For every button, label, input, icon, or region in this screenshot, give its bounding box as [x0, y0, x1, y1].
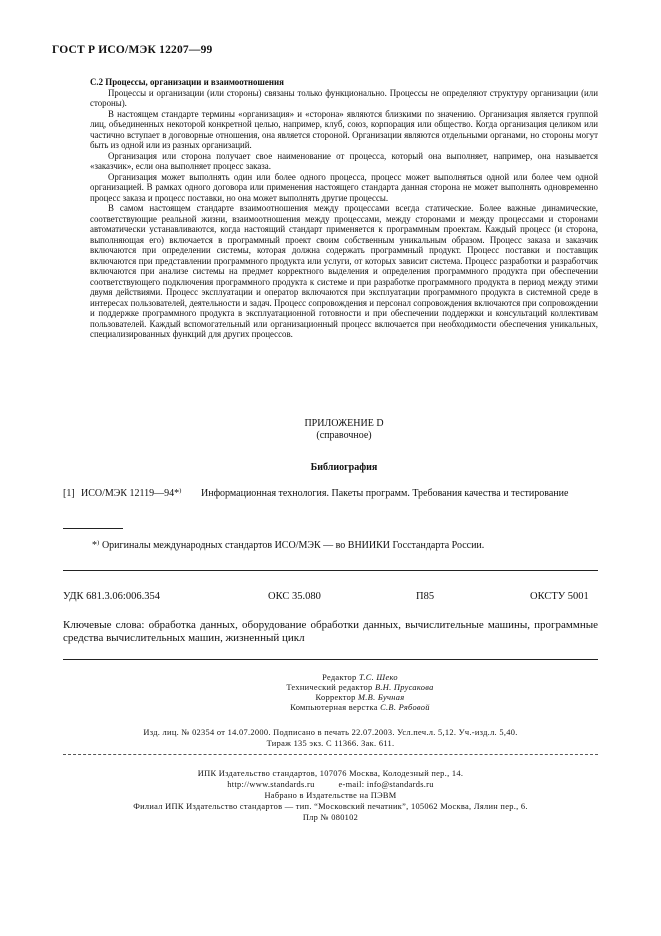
imprint-line: Набрано в Издательстве на ПЭВМ	[264, 791, 397, 800]
divider-top	[63, 570, 598, 571]
section-paragraph: Организация может выполнять один или более одного процесса, процесс может выполняться одной или более чем одной организацией. В рамках одного договора или применения настоящего стандарта данная сторона не может выполнять одновременно процесс заказа и процесс поставки, но она может выполнять другие процессы.	[90, 171, 598, 203]
section-paragraph: Организация или сторона получает свое наименование от процесса, который она выполняет, например, она называется «заказчик», если она выполняет процесс заказа.	[90, 150, 598, 171]
imprint-line: http://www.standards.ru e-mail: info@standards.ru	[227, 780, 434, 789]
imprint-line: Филиал ИПК Издательство стандартов — тип. “Московский печатник”, 105062 Москва, Лялин пер., 6.	[133, 802, 528, 811]
credit-name: В.Н. Прусакова	[374, 683, 434, 692]
credit-line	[150, 693, 570, 703]
section-paragraph: В самом настоящем стандарте взаимоотношения между процессами всегда статические. Более важные динамические, соответствующие реальной жизни, взаимоотношения между процессами, между сторонами и между процессами и сторонами автоматически устанавливаются, когда настоящий стандарт применяется к программным проектам. Каждый процесс (и сторона, выполняющая его) включается в программный проект своим собственным уникальным образом. Процесс заказа и заказчик включаются при определении системы, которая должна содержать программный продукт. Процесс поставки и поставщик включаются при представлении программного продукта или услуги, от которых зависит система. Процесс разработки и разработчик включаются при анализе системы на предмет корректного выделения и определения программного продукта при обеспечении соответствующего подключения программного продукта к системе и при разработке программного продукта в период между этими двумя действиями. Процесс эксплуатации и оператор включаются при эксплуатации программного продукта в системной среде в интересах пользователей, деятельности и задач. Процесс сопровождения и персонал сопровождения включаются при сопровождении и поддержке программного продукта в эксплуатационной готовности и при обеспечении поддержки и консультаций коллективам пользователей. Каждый вспомогательный или организационный процесс включается при необходимости обеспечения уникальных, специализированных функций для других процессов.	[90, 203, 598, 339]
appendix-title: ПРИЛОЖЕНИЕ D	[304, 418, 384, 429]
document-header: ГОСТ Р ИСО/МЭК 12207—99	[52, 44, 213, 56]
credit-name: С.В. Рябовой	[380, 703, 430, 712]
oks-code: ОКС 35.080	[268, 591, 321, 602]
dashed-divider	[63, 754, 598, 755]
print-run-line: Тираж 135 экз. С 11366. Зак. 611.	[266, 739, 395, 748]
imprint-line: Плр № 080102	[302, 813, 359, 822]
credit-role: Технический редактор	[286, 683, 373, 692]
footnote: *⁾ Оригиналы международных стандартов ИСО/МЭК — во ВНИИКИ Госстандарта России.	[92, 540, 485, 551]
credit-name: М.В. Бучная	[357, 693, 405, 702]
credit-role: Редактор	[322, 673, 357, 682]
section-paragraph: В настоящем стандарте термины «организация» и «сторона» являются близкими по значению. Организация является группой лиц, объединенных некоторой конкретной целью, например, клуб, союз, корпорация или общество. Когда организация целиком или частично вступает в договорные отношения, она является стороной. Организации являются отдельными органами, но стороны могут быть из одной или из разных организаций.	[90, 108, 598, 150]
footnote-divider	[63, 528, 123, 529]
credit-line	[150, 683, 570, 693]
appendix-subtitle: (справочное)	[316, 430, 372, 441]
keywords: Ключевые слова: обработка данных, оборудование обработки данных, вычислительные машины, программные средства вычислительных машин, жизненный цикл	[63, 619, 598, 644]
imprint-line: ИПК Издательство стандартов, 107076 Москва, Колодезный пер., 14.	[197, 769, 464, 778]
credit-role: Корректор	[315, 693, 356, 702]
credit-line	[150, 703, 570, 713]
p-code: П85	[416, 591, 435, 602]
bibliography-text: Информационная технология. Пакеты программ. Требования качества и тестирование	[201, 488, 569, 499]
bibliography-reference: ИСО/МЭК 12119—94*⁾	[81, 488, 182, 499]
bibliography-title: Библиография	[310, 462, 378, 473]
section-heading: С.2 Процессы, организации и взаимоотношения	[90, 77, 284, 87]
okstu-code: ОКСТУ 5001	[530, 591, 589, 602]
credit-name: Т.С. Шеко	[358, 673, 398, 682]
section-paragraph: Процессы и организации (или стороны) связаны только функционально. Процессы не определяют структуру организации (или стороны).	[90, 87, 598, 108]
udk-code: УДК 681.3.06:006.354	[63, 591, 160, 602]
credits	[150, 673, 570, 713]
credit-role: Компьютерная верстка	[290, 703, 378, 712]
divider-bottom	[63, 659, 598, 660]
credit-line	[150, 673, 570, 683]
bibliography-number: [1]	[63, 488, 75, 499]
license-line: Изд. лиц. № 02354 от 14.07.2000. Подписано в печать 22.07.2003. Усл.печ.л. 5,12. Уч.-изд.л. 5,40.	[143, 728, 518, 737]
section-c2	[90, 77, 598, 340]
